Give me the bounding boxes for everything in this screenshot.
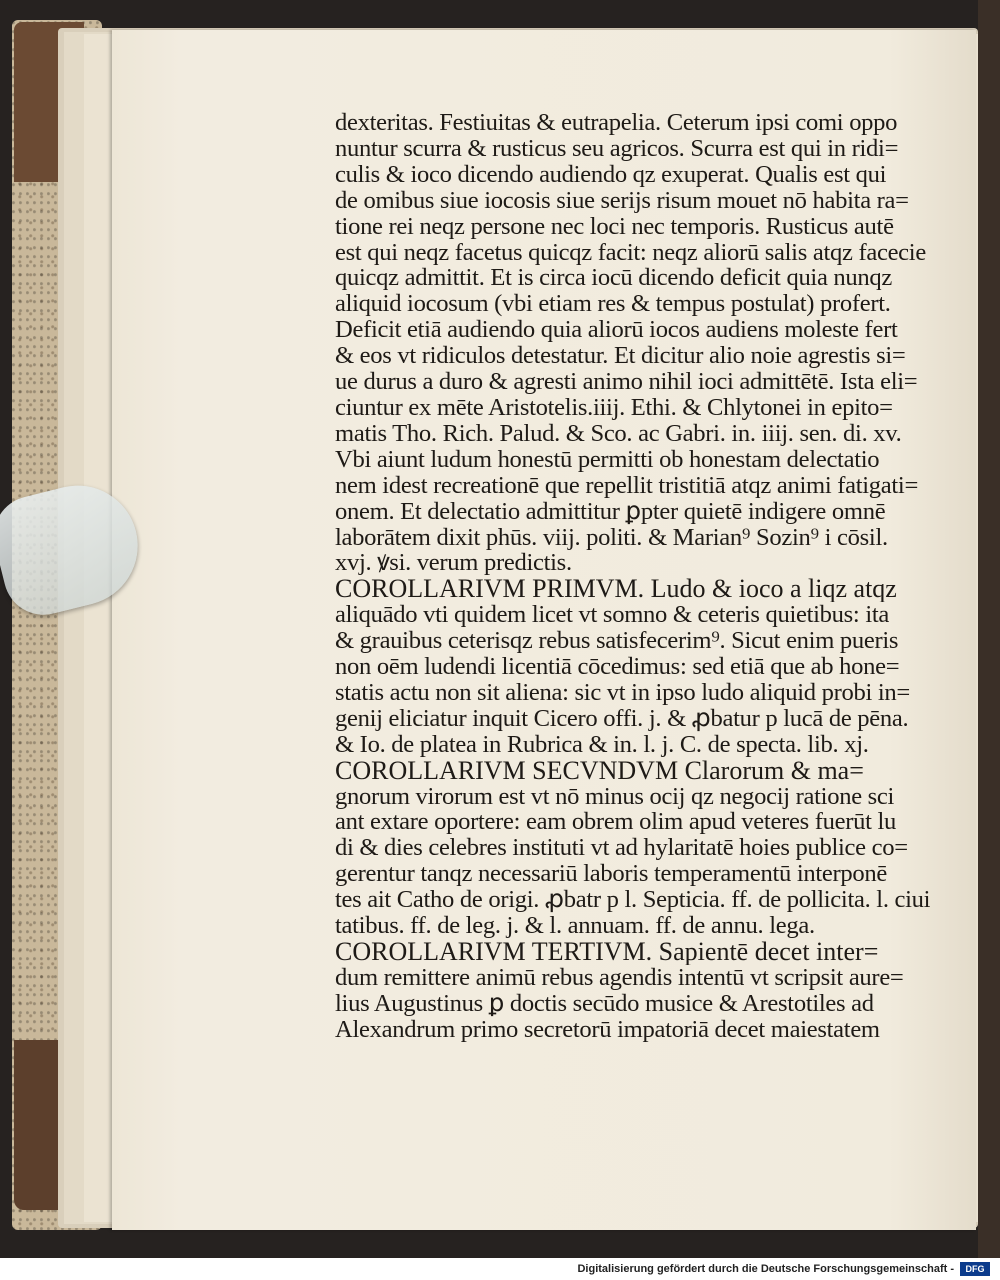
text-line: & grauibus ceterisqz rebus satisfecerim⁹. Sicut enim pueris — [335, 628, 899, 655]
text-line: ue durus a duro & agresti animo nihil ioci admittētē. Ista eli= — [335, 369, 918, 395]
text-line: genij eliciatur inquit Cicero offi. j. & ꝓbatur p lucā de pēna. — [335, 705, 909, 732]
text-line: quicqz admittit. Et is circa iocū dicendo deficit quia nunqz — [335, 265, 893, 292]
text-line: dum remittere animū rebus agendis intentū vt scripsit aure= — [335, 964, 904, 991]
text-line: gerentur tanqz necessariū laboris temperamentū interponē — [335, 861, 888, 888]
text-line: est qui neqz facetus quicqz facit: neqz aliorū salis atqz facecie — [335, 239, 926, 266]
text-line: non oēm ludendi licentiā cōcedimus: sed etiā que ab hone= — [335, 654, 900, 680]
text-line: aliquid iocosum (vbi etiam res & tempus postulat) profert. — [335, 291, 891, 318]
text-line: tatibus. ff. de leg. j. & l. annuam. ff. de annu. lega. — [335, 913, 815, 939]
text-line: & eos vt ridiculos detestatur. Et dicitur alio noie agrestis si= — [335, 343, 906, 370]
text-line: matis Tho. Rich. Palud. & Sco. ac Gabri. in. iiij. sen. di. xv. — [335, 420, 902, 447]
text-line: gnorum virorum est vt nō minus ocij qz negocij ratione sci — [335, 783, 895, 810]
text-line: COROLLARIVM PRIMVM. Ludo & ioco a liqz atqz — [335, 576, 897, 603]
text-line: laborātem dixit phūs. viij. politi. & Marian⁹ Sozin⁹ i cōsil. — [335, 524, 888, 551]
text-line: & Io. de platea in Rubrica & in. l. j. C. de specta. lib. xj. — [335, 731, 869, 758]
text-line: COROLLARIVM SECVNDVM Clarorum & ma= — [335, 757, 864, 784]
text-line: xvj. ꝟsi. verum predictis. — [335, 550, 572, 577]
footer-credit: Digitalisierung gefördert durch die Deutsche Forschungsgemeinschaft - — [577, 1263, 954, 1275]
binding-edge — [978, 0, 1000, 1258]
text-line: de omibus siue iocosis siue serijs risum mouet nō habita ra= — [335, 187, 909, 214]
text-line: COROLLARIVM TERTIVM. Sapientē decet inter= — [335, 939, 879, 965]
footer-bar — [0, 1258, 1000, 1280]
dfg-logo: DFG — [960, 1262, 990, 1276]
text-line: lius Augustinus ꝑ doctis secūdo musice & Arestotiles ad — [335, 990, 874, 1017]
text-line: aliquādo vti quidem licet vt somno & ceteris quietibus: ita — [335, 602, 889, 629]
text-line: culis & ioco dicendo audiendo qz exuperat. Qualis est qui — [335, 161, 887, 188]
text-line: onem. Et delectatio admittitur ꝑpter quietē indigere omnē — [335, 498, 886, 525]
text-line: Deficit etiā audiendo quia aliorū iocos audiens moleste fert — [335, 317, 898, 344]
text-line: tes ait Catho de origi. ꝓbatr p l. Septicia. ff. de pollicita. l. ciui — [335, 887, 931, 914]
text-line: nem idest recreationē que repellit tristitiā atqz animi fatigati= — [335, 472, 919, 499]
page-text — [335, 110, 935, 1043]
text-line: Alexandrum primo secretorū impatoriā decet maiestatem — [335, 1016, 880, 1043]
text-line: dexteritas. Festiuitas & eutrapelia. Ceterum ipsi comi oppo — [335, 110, 898, 136]
text-line: nuntur scurra & rusticus seu agricos. Scurra est qui in ridi= — [335, 135, 899, 162]
text-line: tione rei neqz persone nec loci nec temporis. Rusticus autē — [335, 213, 894, 240]
text-line: ciuntur ex mēte Aristotelis.iiij. Ethi. & Chlytonei in epito= — [335, 394, 893, 421]
text-line: statis actu non sit aliena: sic vt in ipso ludo aliquid probi in= — [335, 679, 910, 706]
text-line: Vbi aiunt ludum honestū permitti ob honestam delectatio — [335, 446, 880, 473]
text-line: di & dies celebres instituti vt ad hylaritatē hoies publice co= — [335, 835, 908, 862]
text-line: ant extare oportere: eam obrem olim apud veteres fuerūt lu — [335, 809, 896, 836]
